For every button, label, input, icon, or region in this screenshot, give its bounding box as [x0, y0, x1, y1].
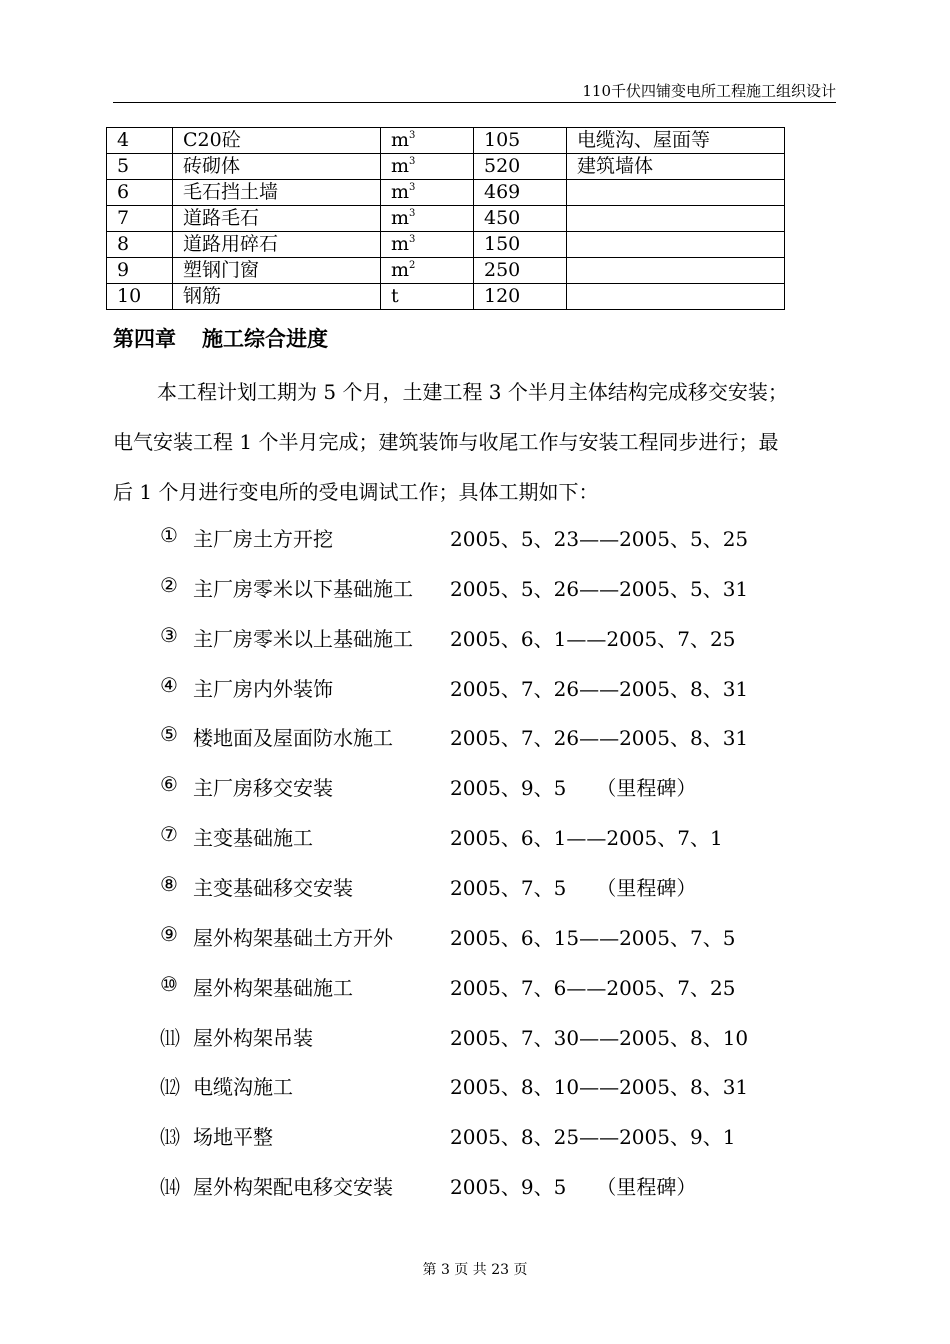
row-number-cell: 6 — [107, 180, 173, 206]
schedule-item-task: 屋外构架配电移交安装 — [193, 1175, 393, 1200]
page-header — [113, 78, 836, 103]
schedule-item-task: 场地平整 — [193, 1125, 273, 1150]
schedule-item-dates: 2005、6、1——2005、7、25 — [450, 626, 736, 651]
intro-line-2: 电气安装工程 1 个半月完成；建筑装饰与收尾工作与安装工程同步进行；最 — [113, 430, 779, 454]
quantity-cell: 450 — [474, 206, 567, 232]
schedule-item-number: ⑧ — [160, 871, 178, 896]
schedule-item-dates: 2005、6、15——2005、7、5 — [450, 925, 736, 950]
schedule-item-task: 屋外构架基础施工 — [193, 975, 353, 1000]
unit-cell: $m^3$ — [381, 128, 474, 154]
item-name-cell: 毛石挡土墙 — [173, 180, 381, 206]
unit-cell: $m^3$ — [381, 232, 474, 258]
schedule-item-number: ⑦ — [160, 822, 178, 847]
schedule-item-number: ① — [160, 523, 178, 547]
note-cell — [567, 258, 785, 284]
schedule-item-task: 主厂房土方开挖 — [193, 527, 333, 551]
schedule-item-dates: 2005、7、5 （里程碑） — [450, 875, 697, 900]
unit-cell: t — [381, 284, 474, 310]
unit-cell: $m^3$ — [381, 180, 474, 206]
table-row — [107, 232, 785, 258]
unit-exponent: 3 — [409, 182, 416, 193]
row-number-cell: 4 — [107, 128, 173, 154]
quantity-cell: 105 — [474, 128, 567, 154]
schedule-item-dates: 2005、7、30——2005、8、10 — [450, 1025, 749, 1050]
unit-cell: $m^3$ — [381, 206, 474, 232]
unit-exponent: 3 — [409, 130, 416, 141]
schedule-item-task: 主厂房零米以下基础施工 — [193, 576, 413, 601]
quantity-cell: 469 — [474, 180, 567, 206]
row-number-cell: 5 — [107, 154, 173, 180]
schedule-item-dates: 2005、8、25——2005、9、1 — [450, 1125, 736, 1150]
schedule-item-dates: 2005、8、10——2005、8、31 — [450, 1075, 749, 1100]
schedule-item-task: 主厂房移交安装 — [193, 776, 333, 801]
schedule-item-number: ⑤ — [160, 722, 178, 747]
schedule-item-number: ⑾ — [160, 1025, 180, 1050]
schedule-item-number: ⑩ — [160, 971, 178, 996]
unit-cell: $m^3$ — [381, 154, 474, 180]
note-cell — [567, 232, 785, 258]
unit-exponent: 3 — [409, 156, 416, 167]
page-footer: 第 3 页 共 23 页 — [422, 1262, 528, 1278]
schedule-item-task: 电缆沟施工 — [193, 1075, 293, 1100]
schedule-item-number: ⒀ — [160, 1125, 180, 1150]
schedule-item-task: 主变基础施工 — [193, 826, 313, 851]
row-number-cell: 9 — [107, 258, 173, 284]
note-cell — [567, 180, 785, 206]
item-name-cell: 道路用碎石 — [173, 232, 381, 258]
schedule-item-task: 主变基础移交安装 — [193, 875, 353, 900]
schedule-item-dates: 2005、5、26——2005、5、31 — [450, 576, 749, 601]
unit-exponent: 3 — [409, 208, 416, 219]
schedule-item-dates: 2005、6、1——2005、7、1 — [450, 826, 723, 851]
note-cell — [567, 206, 785, 232]
row-number-cell: 8 — [107, 232, 173, 258]
row-number-cell: 10 — [107, 284, 173, 310]
schedule-item-dates: 2005、9、5 （里程碑） — [450, 776, 697, 801]
schedule-item-number: ② — [160, 572, 178, 597]
schedule-item-number: ⑥ — [160, 772, 178, 797]
item-name-cell: 塑钢门窗 — [173, 258, 381, 284]
material-table — [106, 127, 785, 310]
schedule-item-task: 主厂房内外装饰 — [193, 676, 333, 701]
table-row — [107, 206, 785, 232]
item-name-cell: 道路毛石 — [173, 206, 381, 232]
item-name-cell: 砖砌体 — [173, 154, 381, 180]
header-title: 110千伏四铺变电所工程施工组织设计 — [582, 82, 836, 100]
schedule-item-task: 屋外构架吊装 — [193, 1025, 313, 1050]
table-row — [107, 128, 785, 154]
unit-exponent: 3 — [409, 234, 416, 245]
schedule-item-number: ⒁ — [160, 1175, 180, 1200]
row-number-cell: 7 — [107, 206, 173, 232]
schedule-item-number: ⑨ — [160, 921, 178, 946]
schedule-item-dates: 2005、7、26——2005、8、31 — [450, 726, 749, 751]
quantity-cell: 150 — [474, 232, 567, 258]
unit-exponent: 2 — [409, 260, 416, 271]
quantity-cell: 520 — [474, 154, 567, 180]
schedule-item-number: ④ — [160, 672, 178, 697]
schedule-item-dates: 2005、9、5 （里程碑） — [450, 1175, 697, 1200]
schedule-item-dates: 2005、5、23——2005、5、25 — [450, 527, 749, 551]
schedule-item-number: ③ — [160, 622, 178, 647]
table-row — [107, 154, 785, 180]
schedule-item-dates: 2005、7、26——2005、8、31 — [450, 676, 749, 701]
quantity-cell: 120 — [474, 284, 567, 310]
table-row — [107, 284, 785, 310]
item-name-cell: C20砼 — [173, 128, 381, 154]
note-cell: 电缆沟、屋面等 — [567, 128, 785, 154]
schedule-item-number: ⑿ — [160, 1075, 180, 1100]
chapter-title: 施工综合进度 — [202, 327, 328, 351]
schedule-item-task: 主厂房零米以上基础施工 — [193, 626, 413, 651]
chapter-heading — [113, 323, 328, 353]
intro-line-1: 本工程计划工期为 5 个月，土建工程 3 个半月主体结构完成移交安装； — [157, 380, 788, 404]
schedule-item-task: 楼地面及屋面防水施工 — [193, 726, 393, 751]
table-row — [107, 180, 785, 206]
quantity-cell: 250 — [474, 258, 567, 284]
unit-cell: $m^2$ — [381, 258, 474, 284]
schedule-item-dates: 2005、7、6——2005、7、25 — [450, 975, 736, 1000]
note-cell: 建筑墙体 — [567, 154, 785, 180]
item-name-cell: 钢筋 — [173, 284, 381, 310]
table-row — [107, 258, 785, 284]
intro-line-3: 后 1 个月进行变电所的受电调试工作；具体工期如下： — [113, 480, 599, 504]
schedule-item-task: 屋外构架基础土方开外 — [193, 925, 393, 950]
chapter-number: 第四章 — [113, 327, 176, 351]
note-cell — [567, 284, 785, 310]
